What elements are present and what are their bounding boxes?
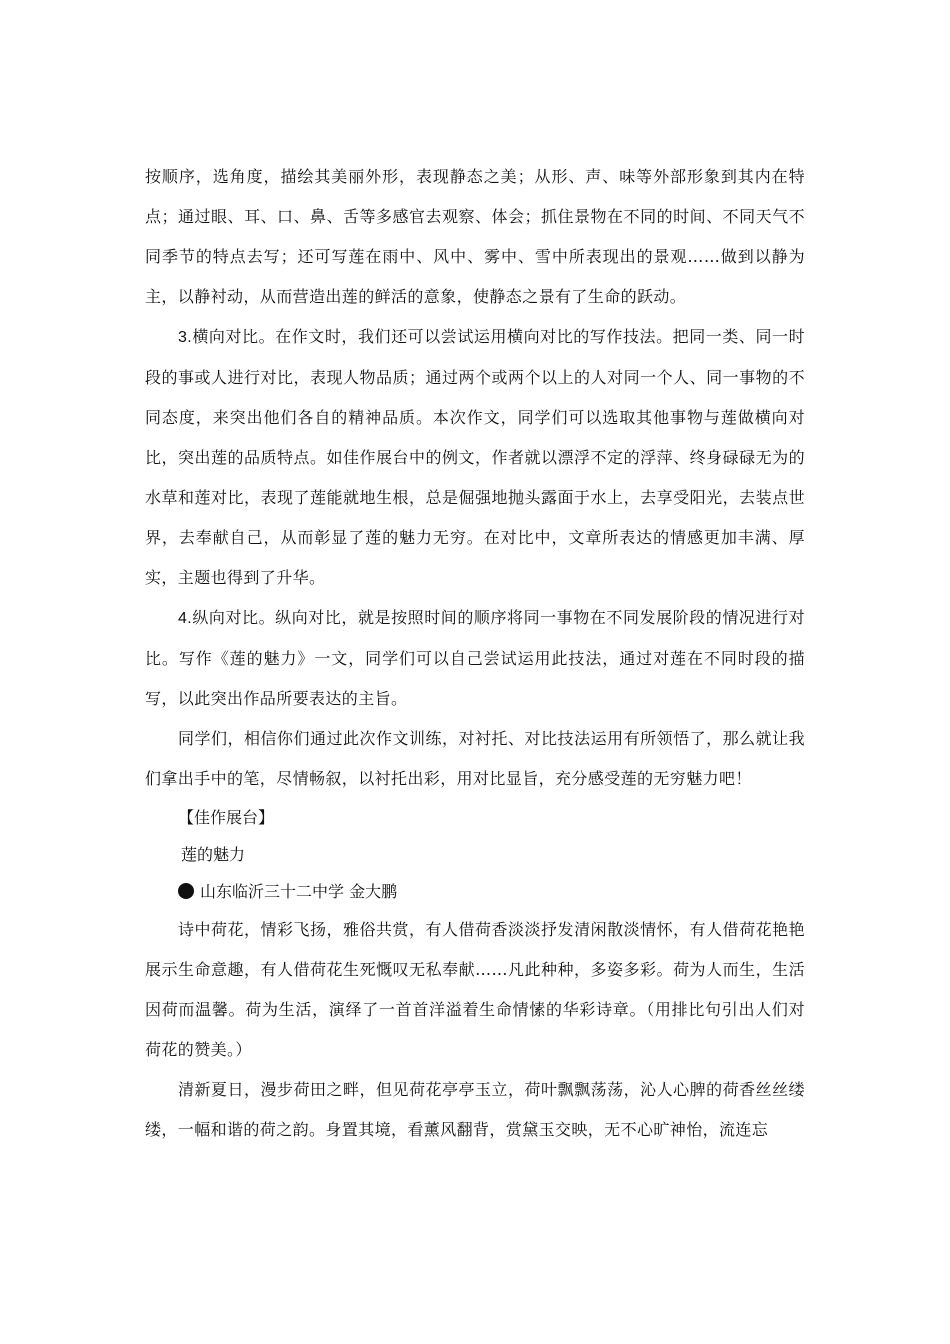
author-line — [145, 873, 805, 910]
paragraph-essay-intro: 诗中荷花，情彩飞扬，雅俗共赏，有人借荷香淡淡抒发清闲散淡情怀，有人借荷花艳艳展示生命意趣，有人借荷花生死慨叹无私奉献……凡此种种，多姿多彩。荷为人而生，生活因荷而温馨。荷为生活，演绎了一首首洋溢着生命情愫的华彩诗章。（用排比句引出人们对荷花的赞美。） — [145, 920, 805, 1059]
author-text: 山东临沂三十二中学 金大鹏 — [200, 882, 398, 901]
bullet-icon — [178, 883, 194, 899]
showcase-heading: 【佳作展台】 — [178, 808, 275, 827]
paragraph-horizontal-contrast-text: 横向对比。在作文时，我们还可以尝试运用横向对比的写作技法。把同一类、同一时段的事或人进行对比，表现人物品质；通过两个或两个以上的人对同一个人、同一事物的不同态度，来突出他们各自的精神品质。本次作文，同学们可以选取其他事物与莲做横向对比，突出莲的品质特点。如佳作展台中的例文，作者就以漂浮不定的浮萍、终身碌碌无为的水草和莲对比，表现了莲能就地生根，总是倔强地抛头露面于水上，去享受阳光，去装点世界，去奉献自己，从而彰显了莲的魅力无穷。在对比中，文章所表达的情感更加丰满、厚实，主题也得到了升华。 — [145, 327, 805, 587]
paragraph-essay-summer: 清新夏日，漫步荷田之畔，但见荷花亭亭玉立，荷叶飘飘荡荡，沁人心脾的荷香丝丝缕缕，一幅和谐的荷之韵。身置其境，看薰风翻背，赏黛玉交映，无不心旷神怡，流连忘 — [145, 1080, 805, 1139]
paragraph-encouragement: 同学们，相信你们通过此次作文训练，对衬托、对比技法运用有所领悟了，那么就让我们拿出手中的笔，尽情畅叙，以衬托出彩，用对比显旨，充分感受莲的无穷魅力吧！ — [145, 729, 805, 788]
document-page — [145, 157, 805, 1150]
paragraph-vertical-contrast-text: 纵向对比。纵向对比，就是按照时间的顺序将同一事物在不同发展阶段的情况进行对比。写作《莲的魅力》一文，同学们可以自己尝试运用此技法，通过对莲在不同时段的描写，以此突出作品所要表达的主旨。 — [145, 608, 805, 708]
item-number-4: 4. — [178, 610, 193, 627]
item-number-3: 3. — [178, 329, 193, 346]
paragraph-observation: 按顺序，选角度，描绘其美丽外形，表现静态之美；从形、声、味等外部形象到其内在特点；通过眼、耳、口、鼻、舌等多感官去观察、体会；抓住景物在不同的时间、不同天气不同季节的特点去写；还可写莲在雨中、风中、雾中、雪中所表现出的景观……做到以静为主，以静衬动，从而营造出莲的鲜活的意象，使静态之景有了生命的跃动。 — [145, 167, 805, 306]
paragraph-vertical-contrast — [145, 598, 805, 719]
essay-title: 莲的魅力 — [181, 845, 246, 864]
paragraph-horizontal-contrast — [145, 317, 805, 598]
